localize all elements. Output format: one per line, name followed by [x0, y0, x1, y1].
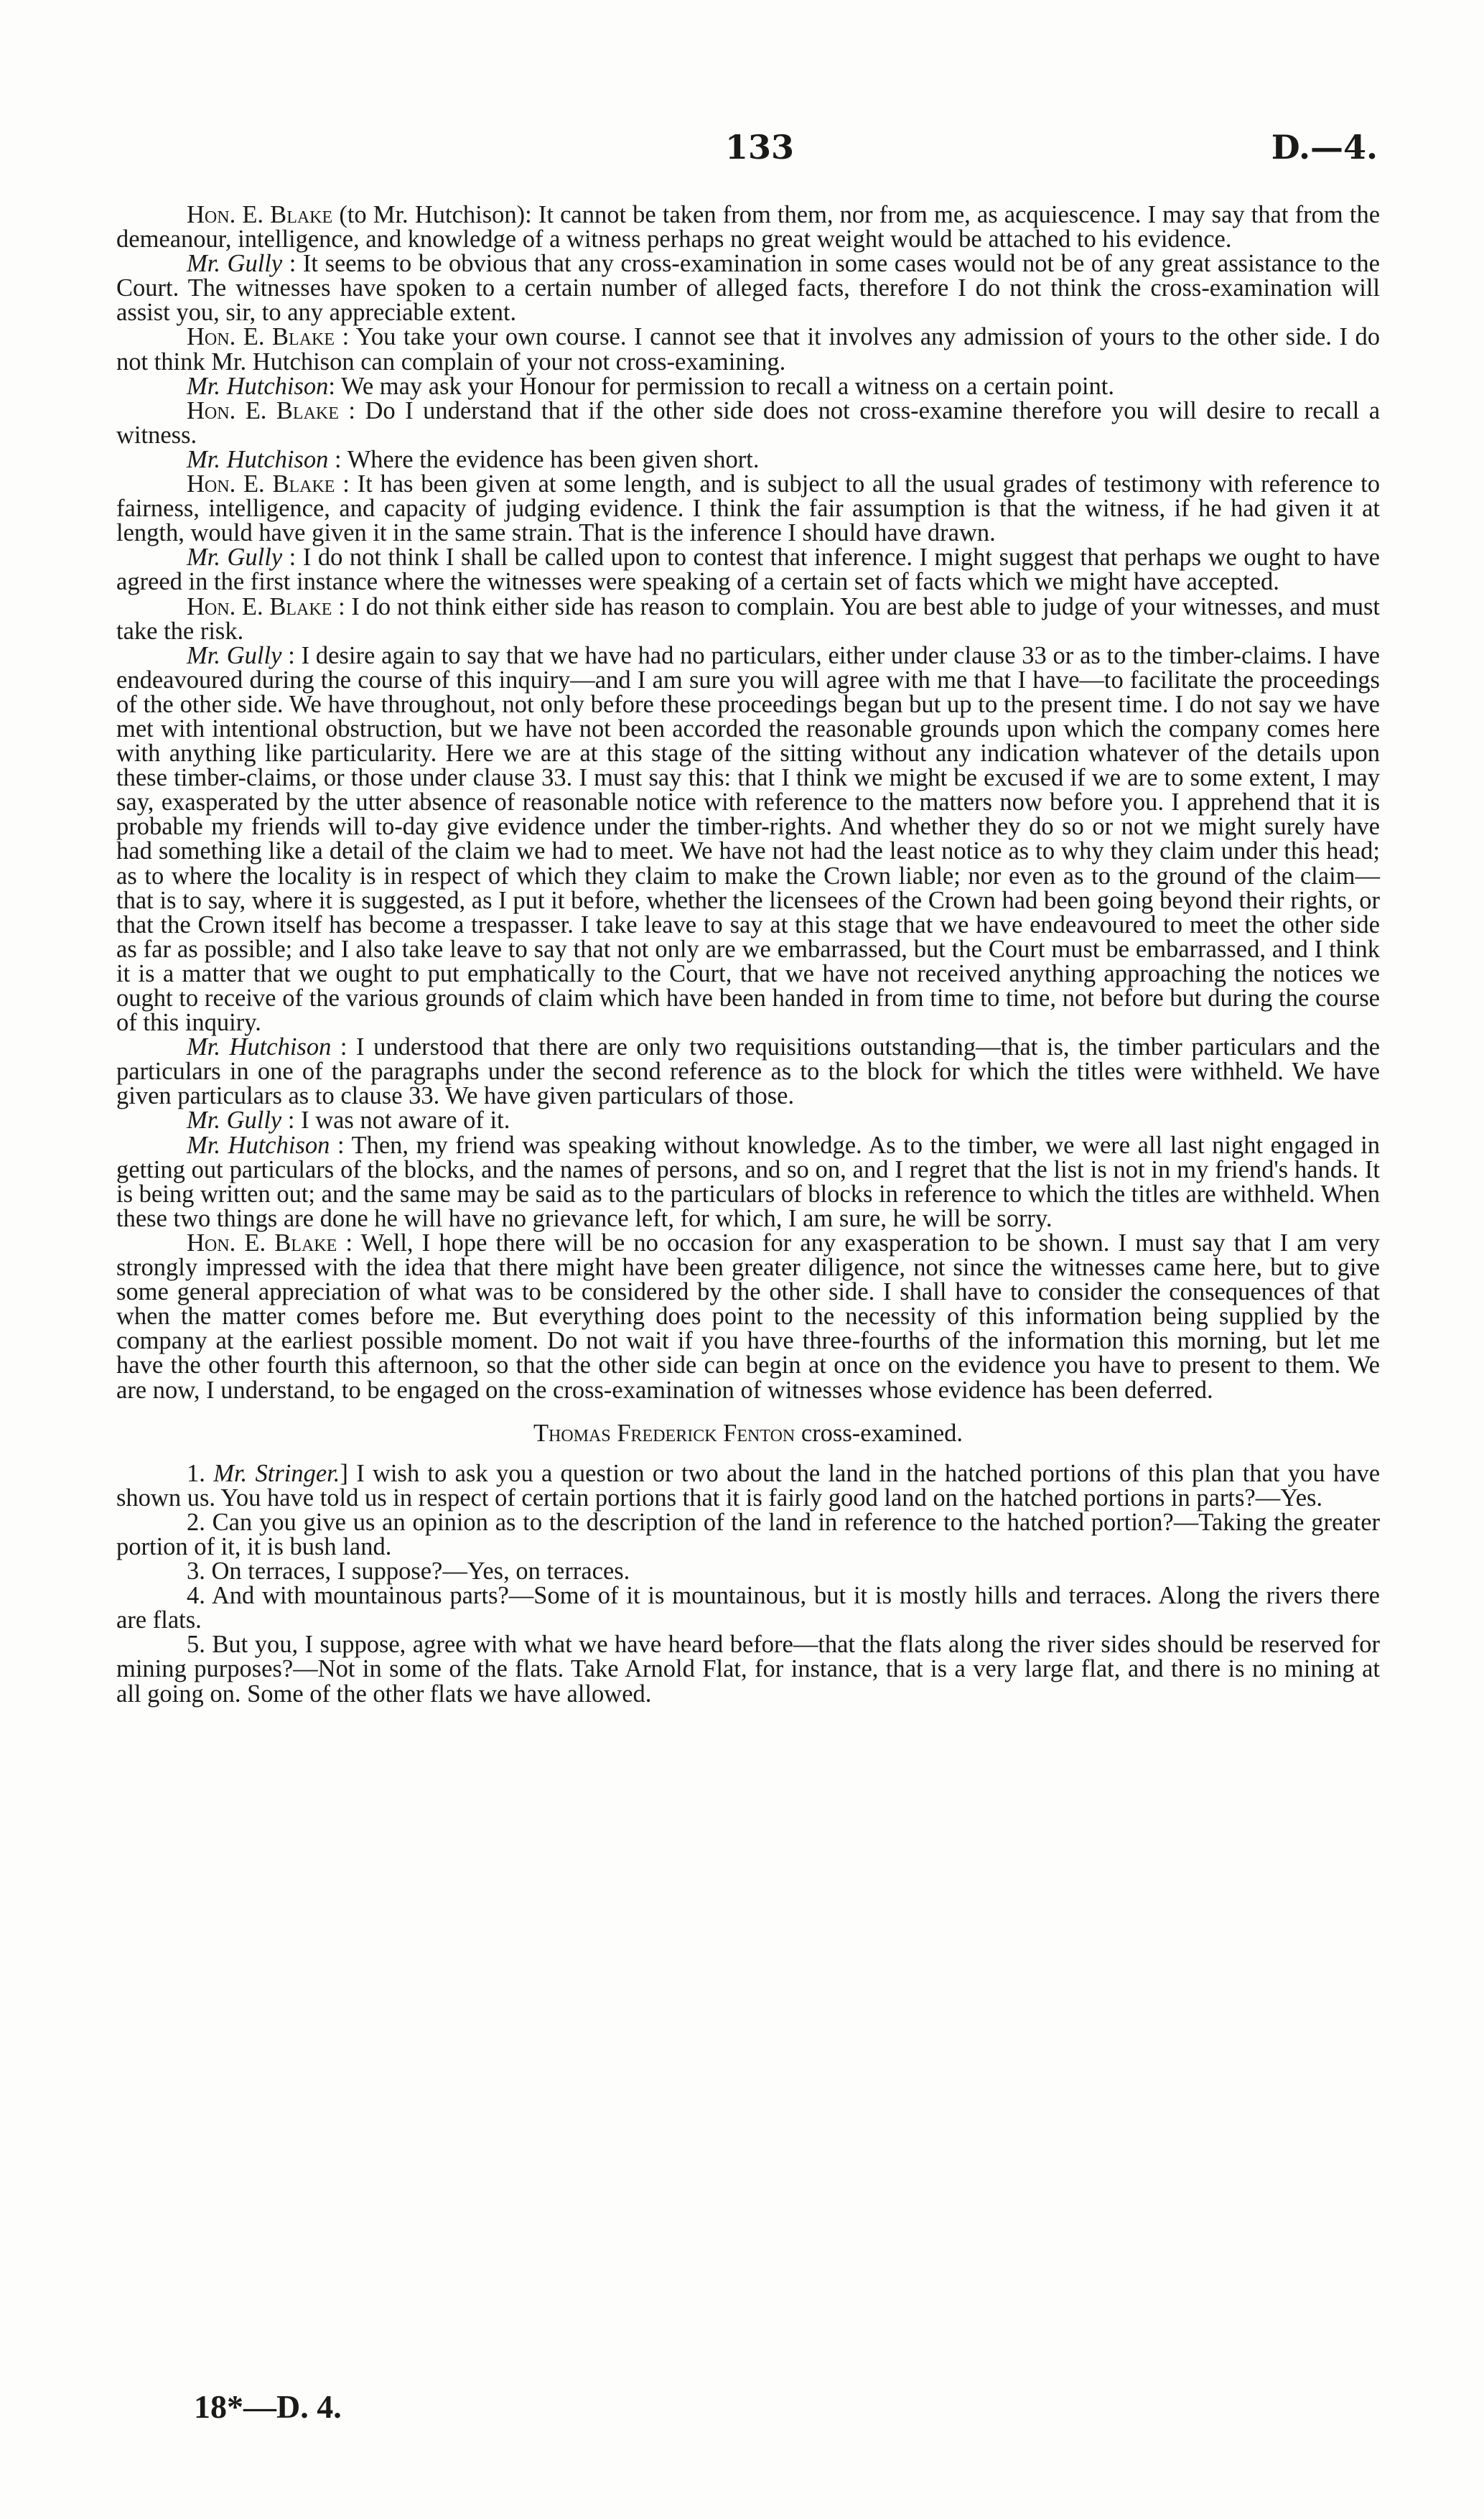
speaker-name: Mr. Hutchison	[187, 372, 329, 400]
question-text: On terraces, I suppose?—Yes, on terraces.	[211, 1558, 630, 1586]
paragraph-text: I was not aware of it.	[301, 1107, 510, 1135]
question-text: I wish to ask you a question or two about the land in the hatched portions of this plan that you have shown us. You have told us in respect of certain portions that it is fairly good land on the hatched portions in parts?—Yes.	[116, 1459, 1381, 1512]
examiner-name: Mr. Stringer.	[213, 1459, 340, 1487]
paragraph-text: We may ask your Honour for permission to recall a witness on a certain point.	[341, 372, 1114, 400]
paragraph	[116, 1133, 1380, 1231]
speaker-separator: :	[331, 1033, 357, 1061]
speaker-name: Mr. Gully	[187, 641, 282, 669]
speaker-separator: :	[335, 470, 358, 498]
paragraph	[116, 447, 1380, 472]
speaker-separator: :	[335, 323, 356, 351]
question-answer	[116, 1510, 1380, 1559]
speaker-separator: :	[332, 592, 352, 620]
paragraph-text: You take your own course. I cannot see that it involves any admission of yours to the other side. I do not think Mr. Hutchison can complain of your not cross-examining.	[116, 323, 1380, 376]
paragraph	[116, 472, 1380, 545]
paragraph	[116, 1035, 1380, 1108]
page-number: 133	[725, 128, 795, 167]
paragraph-text: Where the evidence has been given short.	[347, 445, 760, 473]
speaker-name: Mr. Gully	[187, 1107, 282, 1135]
speaker-separator: (to Mr. Hutchison):	[332, 201, 538, 228]
paragraph	[116, 396, 1381, 449]
speaker-separator: :	[328, 372, 342, 400]
examiner-separator: ]	[340, 1459, 357, 1487]
speaker-name: Hon. E. Blake	[187, 396, 339, 424]
paragraph	[116, 323, 1380, 376]
paragraph-text: I do not think I shall be called upon to contest that inference. I might suggest that perhaps we ought to have agreed in the first instance where the witnesses were speaking of a certain set of facts which we might have accepted.	[116, 544, 1380, 596]
speaker-name: Hon. E. Blake	[187, 201, 333, 228]
speaker-name: Mr. Hutchison	[187, 1131, 330, 1159]
paragraph	[116, 1231, 1380, 1402]
paragraph	[116, 545, 1380, 594]
speaker-name: Hon. E. Blake	[187, 470, 335, 498]
paragraph-text: Well, I hope there will be no occasion for any exasperation to be shown. I must say that I am very strongly impressed with the idea that there might have been greater diligence, not since the witnesses came here, but to give some general appreciation of what was to be considered by the other side. I shall have to consider the consequences of that when the matter comes before me. But everything does point to the necessity of this information being supplied by the company at the earliest possible moment. Do not wait if you have three-fourths of the information this morning, but let me have the other fourth this afternoon, so that the other side can begin at once on the evidence you have to present to them. We are now, I understand, to be engaged on the cross-examination of witnesses whose evidence has been deferred.	[116, 1229, 1380, 1404]
question-text: But you, I suppose, agree with what we have heard before—that the flats along the river sides should be reserved for mining purposes?—Not in some of the flats. Take Arnold Flat, for instance, that is a very large flat, and there is no mining at all going on. Some of the other flats we have allowed.	[116, 1631, 1380, 1708]
paragraph-text: Then, my friend was speaking without knowledge. As to the timber, we were all last night engaged in getting out particulars of the blocks, and the names of persons, and so on, and I regret that the list is not in my friend's hands. It is being written out; and the same may be said as to the particulars of blocks in reference to which the titles are withheld. When these two things are done he will have no grievance left, for which, I am sure, he will be sorry.	[116, 1131, 1381, 1232]
speaker-name: Mr. Gully	[187, 544, 283, 572]
speaker-separator: :	[330, 1131, 352, 1159]
question-answer	[116, 1631, 1380, 1708]
question-answer	[116, 1461, 1380, 1510]
question-answer	[116, 1558, 1380, 1586]
question-answer	[116, 1583, 1380, 1632]
paragraph	[116, 251, 1380, 325]
speaker-separator: :	[282, 544, 303, 572]
speaker-separator: :	[281, 641, 302, 669]
speaker-separator: :	[281, 1107, 302, 1135]
paragraph-text: I desire again to say that we have had no particulars, either under clause 33 or as to the timber-claims. I have endeavoured during the course of this inquiry—and I am sure you will agree with me that I have—to facilitate the proceedings of the other side. We have throughout, not only before these proceedings began but up to the present time. I do not say we have met with intentional obstruction, but we have not been accorded the reasonable grounds upon which the company comes here with anything like particularity. Here we are at this stage of the sitting without any indication whatever of the details upon these timber-claims, or those under clause 33. I must say this: that I think we might be excused if we are to some extent, I may say, exasperated by the utter absence of reasonable notice with reference to the matters now before you. I apprehend that it is probable my friends will to-day give evidence under the timber-rights. And whether they do so or not we might surely have had something like a detail of the claim we had to meet. We have not had the least notice as to why they claim under this head; as to where the locality is in respect of which they claim to make the Crown liable; nor even as to the ground of the claim—that is to say, where it is suggested, as I put it before, whether the licensees of the Crown had been going beyond their rights, or that the Crown itself has become a trespasser. I take leave to say at this stage that we have endeavoured to meet the other side as far as possible; and I also take leave to say that not only are we embarrassed, but the Court must be embarrassed, and I think it is a matter that we ought to put emphatically to the Court, that we have not received anything approaching the notices we ought to receive of the various grounds of claim which have been handed in from time to time, not before but during the course of this inquiry.	[116, 641, 1380, 1037]
paragraph	[116, 202, 1380, 251]
speaker-separator: :	[328, 445, 347, 473]
footer-signature: 18*—D. 4.	[194, 2388, 342, 2425]
speaker-separator: :	[337, 1229, 361, 1257]
document-body	[116, 202, 1380, 1706]
page-header	[0, 128, 1484, 178]
question-number: 5.	[187, 1631, 213, 1659]
speaker-name: Hon. E. Blake	[187, 323, 335, 351]
speaker-name: Hon. E. Blake	[187, 592, 332, 620]
speaker-separator: :	[282, 250, 303, 278]
question-text: Can you give us an opinion as to the description of the land in reference to the hatched portion?—Taking the greater portion of it, it is bush land.	[116, 1508, 1380, 1560]
witness-heading	[116, 1421, 1380, 1445]
paragraph-text: I do not think either side has reason to complain. You are best able to judge of your witnesses, and must take the risk.	[116, 592, 1380, 645]
paragraph	[116, 1107, 1380, 1135]
paragraph-text: It cannot be taken from them, nor from me, as acquiescence. I may say that from the demeanour, intelligence, and knowledge of a witness perhaps no great weight would be attached to his evidence.	[116, 201, 1381, 253]
witness-name: Thomas Frederick Fenton	[533, 1419, 795, 1447]
question-text: And with mountainous parts?—Some of it is mountainous, but it is mostly hills and terraces. Along the rivers there are flats.	[116, 1582, 1380, 1634]
paragraph	[116, 643, 1380, 1035]
document-reference: D.—4.	[1271, 128, 1378, 167]
paragraph-text: It has been given at some length, and is subject to all the usual grades of testimony with reference to fairness, intelligence, and capacity of judging evidence. I think the fair assumption is that the witness, if he had given it at length, would have given it in the same strain. That is the inference I should have drawn.	[116, 470, 1381, 547]
question-number: 2.	[187, 1508, 213, 1536]
question-number: 3.	[187, 1558, 212, 1586]
paragraph	[116, 374, 1380, 399]
paragraph-text: It seems to be obvious that any cross-examination in some cases would not be of any great assistance to the Court. The witnesses have spoken to a certain number of alleged facts, therefore I do not think the cross-examination will assist you, sir, to any appreciable extent.	[116, 250, 1380, 327]
paragraph-text: Do I understand that if the other side does not cross-examine therefore you will desire to recall a witness.	[116, 396, 1381, 449]
speaker-name: Mr. Hutchison	[187, 445, 329, 473]
question-number: 4.	[187, 1582, 212, 1610]
speaker-name: Mr. Gully	[187, 250, 283, 278]
speaker-name: Hon. E. Blake	[187, 1229, 337, 1257]
paragraph-text: I understood that there are only two requisitions outstanding—that is, the timber particulars and the particulars in one of the paragraphs under the second reference as to the block for which the titles were withheld. We have given particulars as to clause 33. We have given particulars of those.	[116, 1033, 1380, 1110]
speaker-name: Mr. Hutchison	[187, 1033, 332, 1061]
paragraph	[116, 592, 1380, 645]
witness-heading-suffix: cross-examined.	[795, 1419, 963, 1447]
speaker-separator: :	[338, 396, 365, 424]
question-number: 1.	[187, 1459, 214, 1487]
